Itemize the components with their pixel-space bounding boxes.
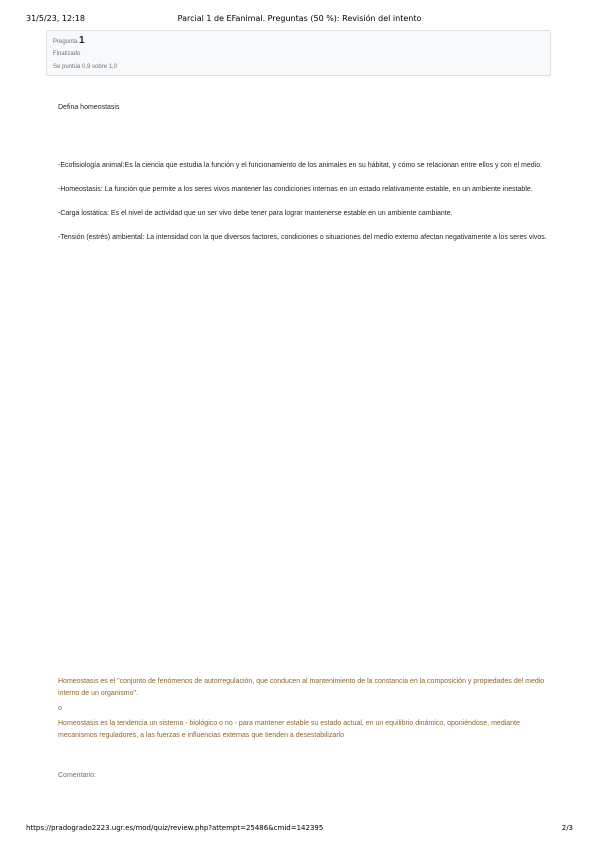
student-answer xyxy=(58,160,548,256)
print-header xyxy=(26,14,573,26)
answer-paragraph: -Carga lostática: Es el nivel de actividad que un ser vivo debe tener para lograr mantenerse estable en un ambiente cambiante. xyxy=(58,210,453,217)
question-number xyxy=(53,35,544,48)
feedback-definition-1: Homeostasis es el "conjunto de fenómenos de autorregulación, que conducen al mantenimiento de la constancia en la composición y propiedades del medio interno de un organismo". xyxy=(58,678,545,697)
answer-paragraph: -Ecofisiología animal:Es la ciencia que estudia la función y el funcionamiento de los animales en su hábitat, y cómo se relacionan entre ellos y con el medio. xyxy=(58,162,543,169)
print-datetime: 31/5/23, 12:18 xyxy=(26,14,85,23)
comment-label: Comentario: xyxy=(58,772,97,779)
question-label: Pregunta xyxy=(53,39,78,45)
page-title: Parcial 1 de EFanimal. Preguntas (50 %): Revisión del intento xyxy=(177,14,422,23)
feedback-separator: o xyxy=(58,705,62,712)
question-state: Finalizado xyxy=(53,51,81,57)
question-number-value: 1 xyxy=(79,35,85,46)
answer-paragraph: -Tensión (estrés) ambiental: La intensidad con la que diversos factores, condiciones o situaciones del medio externo afectan negativamente a los seres vivos. xyxy=(58,234,547,241)
feedback-definition-2: Homeostasis es la tendencia un sistema - biológico o no - para mantener estable su estado actual, en un equilibrio dinámico, oponiéndose, mediante mecanismos reguladores, a las fuerzas e influencias externas que tienden a desestabilizarlo xyxy=(58,720,520,739)
page-number: 2/3 xyxy=(561,824,573,832)
question-info-box xyxy=(46,30,551,76)
question-text: Defina homeostasis xyxy=(58,104,120,111)
answer-paragraph: -Homeostasis: La función que permite a los seres vivos mantener las condiciones internas en un estado relativamente estable, en un ambiente inestable. xyxy=(58,186,533,193)
general-feedback xyxy=(58,676,548,745)
print-footer xyxy=(26,824,573,836)
page-url: https://pradogrado2223.ugr.es/mod/quiz/review.php?attempt=25486&cmid=142395 xyxy=(26,824,324,832)
question-grade: Se puntúa 0,9 sobre 1,0 xyxy=(53,64,118,70)
